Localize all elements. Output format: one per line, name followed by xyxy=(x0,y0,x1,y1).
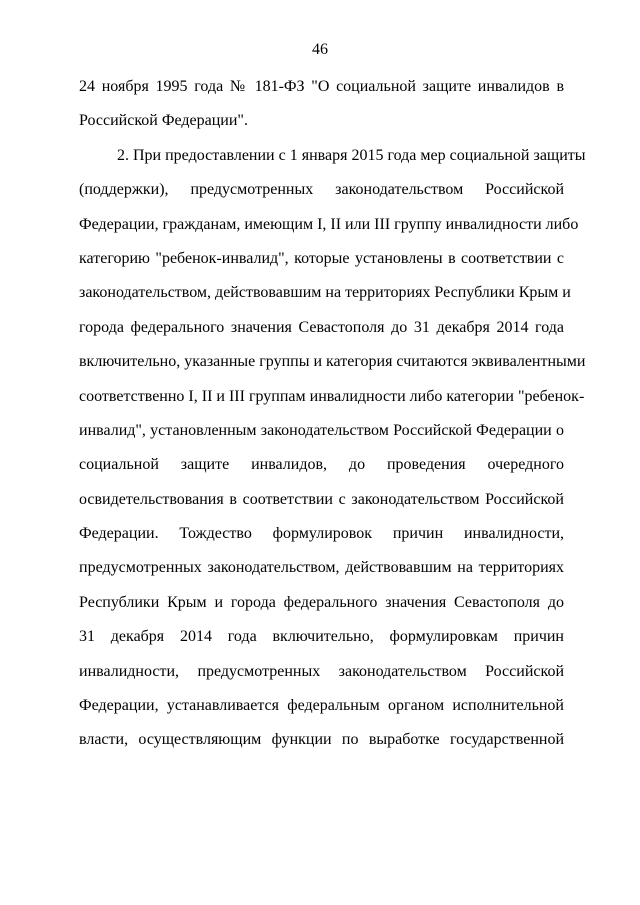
text-line: предусмотренных законодательством, действовавшим на территориях xyxy=(79,559,564,577)
text-line: инвалид", установленным законодательством Российской Федерации о xyxy=(79,421,564,439)
body-text xyxy=(79,70,586,758)
page-number: 46 xyxy=(312,41,328,58)
text-line: города федерального значения Севастополя до 31 декабря 2014 года xyxy=(79,318,564,336)
text-line: включительно, указанные группы и категория считаются эквивалентными xyxy=(79,353,586,371)
text-line: 2. При предоставлении с 1 января 2015 года мер социальной защиты xyxy=(117,146,586,164)
text-line: 31 декабря 2014 года включительно, формулировкам причин xyxy=(79,628,564,646)
text-line: освидетельствования в соответствии с законодательством Российской xyxy=(79,490,564,508)
text-line: Федерации, устанавливается федеральным органом исполнительной xyxy=(79,697,564,715)
text-line: Российской Федерации". xyxy=(79,112,248,130)
text-line: (поддержки), предусмотренных законодательством Российской xyxy=(79,181,564,199)
text-line: власти, осуществляющим функции по выработке государственной xyxy=(79,731,564,749)
text-line: Федерации. Тождество формулировок причин инвалидности, xyxy=(79,525,564,543)
text-line: законодательством, действовавшим на территориях Республики Крым и xyxy=(79,284,571,302)
text-line: 24 ноября 1995 года № 181-ФЗ "О социальной защите инвалидов в xyxy=(79,78,564,95)
text-line: инвалидности, предусмотренных законодательством Российской xyxy=(79,662,564,680)
text-line: Республики Крым и города федерального значения Севастополя до xyxy=(79,593,564,611)
text-line: соответственно I, II и III группам инвалидности либо категории "ребенок- xyxy=(79,387,585,405)
text-line: Федерации, гражданам, имеющим I, II или III группу инвалидности либо xyxy=(79,215,579,233)
text-line: социальной защите инвалидов, до проведения очередного xyxy=(79,456,564,474)
text-line: категорию "ребенок-инвалид", которые установлены в соответствии с xyxy=(79,249,564,267)
